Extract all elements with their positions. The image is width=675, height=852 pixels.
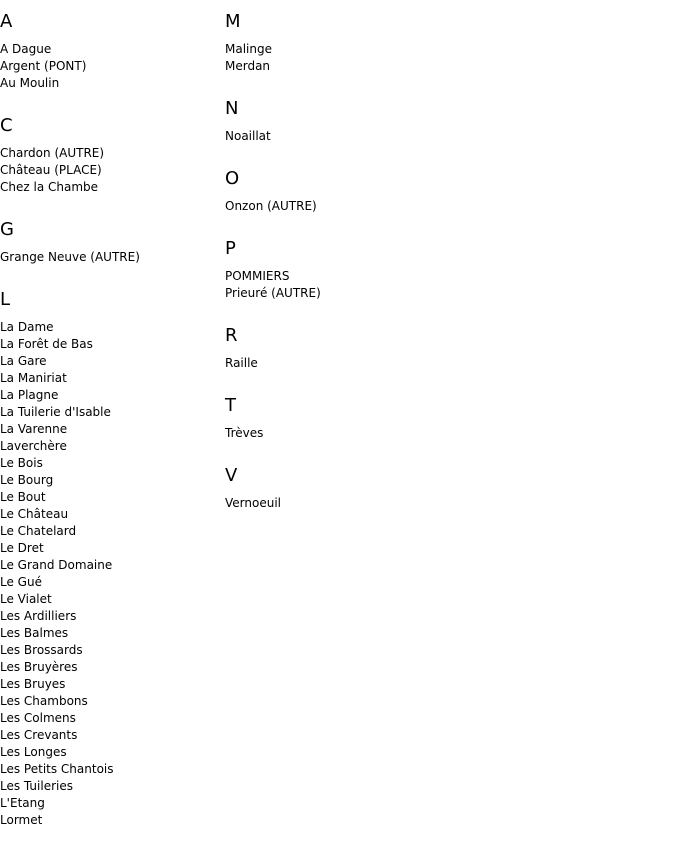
place-link[interactable]: Les Brossards (0, 643, 83, 657)
place-link[interactable]: Malinge (225, 42, 272, 56)
place-link[interactable]: L'Etang (0, 796, 45, 810)
group-spacer (225, 372, 525, 395)
place-link[interactable]: Le Gué (0, 575, 42, 589)
list-item (225, 355, 525, 372)
place-link[interactable]: Chardon (AUTRE) (0, 146, 105, 160)
list-item (0, 336, 220, 353)
place-link[interactable]: Trèves (225, 426, 264, 440)
list-item (0, 145, 220, 162)
list-item (0, 812, 220, 829)
place-link[interactable]: Onzon (AUTRE) (225, 199, 317, 213)
list-item (0, 421, 220, 438)
letter-heading: C (0, 115, 13, 136)
place-link[interactable]: Argent (PONT) (0, 59, 87, 73)
list-item (0, 676, 220, 693)
place-link[interactable]: Les Petits Chantois (0, 762, 114, 776)
place-link[interactable]: La Plagne (0, 388, 59, 402)
group-spacer (0, 266, 220, 289)
list-item (0, 387, 220, 404)
letter-heading: G (0, 219, 14, 240)
list-item (0, 319, 220, 336)
place-list (0, 41, 220, 92)
place-link[interactable]: Prieuré (AUTRE) (225, 286, 321, 300)
place-link[interactable]: Grange Neuve (AUTRE) (0, 250, 140, 264)
list-item (0, 557, 220, 574)
list-item (0, 370, 220, 387)
letter-heading: O (225, 168, 240, 189)
place-link[interactable]: La Dame (0, 320, 54, 334)
place-link[interactable]: Au Moulin (0, 76, 60, 90)
place-link[interactable]: Les Tuileries (0, 779, 73, 793)
place-link[interactable]: Chez la Chambe (0, 180, 99, 194)
place-link[interactable]: La Forêt de Bas (0, 337, 93, 351)
list-item (0, 642, 220, 659)
place-link[interactable]: Le Bourg (0, 473, 54, 487)
place-link[interactable]: Les Chambons (0, 694, 88, 708)
place-list (0, 145, 220, 196)
letter-group (225, 395, 525, 442)
list-item (0, 540, 220, 557)
list-item (0, 75, 220, 92)
group-spacer (225, 215, 525, 238)
place-list (225, 128, 525, 145)
letter-group (0, 115, 220, 196)
place-link[interactable]: Les Bruyères (0, 660, 78, 674)
list-item (0, 455, 220, 472)
list-item (0, 574, 220, 591)
letter-heading: A (0, 11, 13, 32)
list-item (225, 198, 525, 215)
letter-group (225, 238, 525, 302)
group-spacer (225, 442, 525, 465)
list-item (0, 438, 220, 455)
list-item (0, 727, 220, 744)
place-link[interactable]: Les Longes (0, 745, 67, 759)
group-spacer (0, 92, 220, 115)
letter-heading: L (0, 289, 11, 310)
letter-heading: P (225, 238, 236, 259)
group-spacer (225, 302, 525, 325)
list-item (0, 778, 220, 795)
place-link[interactable]: Le Vialet (0, 592, 52, 606)
list-item (225, 41, 525, 58)
place-link[interactable]: Les Ardilliers (0, 609, 77, 623)
list-item (0, 58, 220, 75)
list-item (0, 795, 220, 812)
place-link[interactable]: Château (PLACE) (0, 163, 102, 177)
place-list (225, 355, 525, 372)
place-list (225, 495, 525, 512)
list-item (0, 608, 220, 625)
list-item (225, 495, 525, 512)
place-link[interactable]: Noaillat (225, 129, 271, 143)
place-link[interactable]: Laverchère (0, 439, 67, 453)
letter-heading: V (225, 465, 238, 486)
list-item (0, 659, 220, 676)
list-item (225, 425, 525, 442)
letter-heading: R (225, 325, 238, 346)
letter-heading: T (225, 395, 236, 416)
letter-group (225, 168, 525, 215)
list-item (0, 249, 220, 266)
list-item (0, 591, 220, 608)
list-item (0, 472, 220, 489)
place-link[interactable]: Merdan (225, 59, 271, 73)
place-list (225, 425, 525, 442)
letter-group (225, 465, 525, 512)
list-item (225, 268, 525, 285)
place-link[interactable]: A Dague (0, 42, 52, 56)
place-list (225, 41, 525, 75)
place-link[interactable]: Le Dret (0, 541, 44, 555)
place-link[interactable]: Le Chatelard (0, 524, 77, 538)
letter-group (0, 219, 220, 266)
place-link[interactable]: POMMIERS (225, 269, 290, 283)
list-item (0, 761, 220, 778)
list-item (0, 506, 220, 523)
list-item (225, 285, 525, 302)
place-list (0, 319, 220, 829)
list-item (225, 128, 525, 145)
place-link[interactable]: La Tuilerie d'Isable (0, 405, 111, 419)
list-item (0, 404, 220, 421)
place-link[interactable]: Lormet (0, 813, 43, 827)
place-link[interactable]: Les Crevants (0, 728, 78, 742)
list-item (0, 744, 220, 761)
group-spacer (0, 196, 220, 219)
place-link[interactable]: Le Bois (0, 456, 43, 470)
place-link[interactable]: Les Bruyes (0, 677, 66, 691)
list-item (0, 179, 220, 196)
letter-group (0, 289, 220, 829)
list-item (0, 523, 220, 540)
letter-group (225, 325, 525, 372)
place-link[interactable]: Les Colmens (0, 711, 76, 725)
list-item (0, 162, 220, 179)
letter-group (225, 98, 525, 145)
list-item (0, 353, 220, 370)
letter-group (0, 11, 220, 92)
list-item (0, 625, 220, 642)
group-spacer (225, 75, 525, 98)
place-link[interactable]: Raille (225, 356, 258, 370)
index-column-left (0, 11, 220, 829)
place-link[interactable]: Le Grand Domaine (0, 558, 113, 572)
place-link[interactable]: Le Château (0, 507, 69, 521)
place-link[interactable]: La Varenne (0, 422, 68, 436)
list-item (0, 693, 220, 710)
place-link[interactable]: Le Bout (0, 490, 46, 504)
place-link[interactable]: Vernoeuil (225, 496, 281, 510)
index-column-right (225, 11, 525, 512)
letter-heading: N (225, 98, 239, 119)
list-item (0, 710, 220, 727)
place-list (0, 249, 220, 266)
place-link[interactable]: La Maniriat (0, 371, 67, 385)
letter-group (225, 11, 525, 75)
list-item (0, 489, 220, 506)
place-link[interactable]: Les Balmes (0, 626, 69, 640)
list-item (225, 58, 525, 75)
list-item (0, 41, 220, 58)
place-link[interactable]: La Gare (0, 354, 47, 368)
group-spacer (225, 145, 525, 168)
letter-heading: M (225, 11, 241, 32)
place-list (225, 198, 525, 215)
place-list (225, 268, 525, 302)
